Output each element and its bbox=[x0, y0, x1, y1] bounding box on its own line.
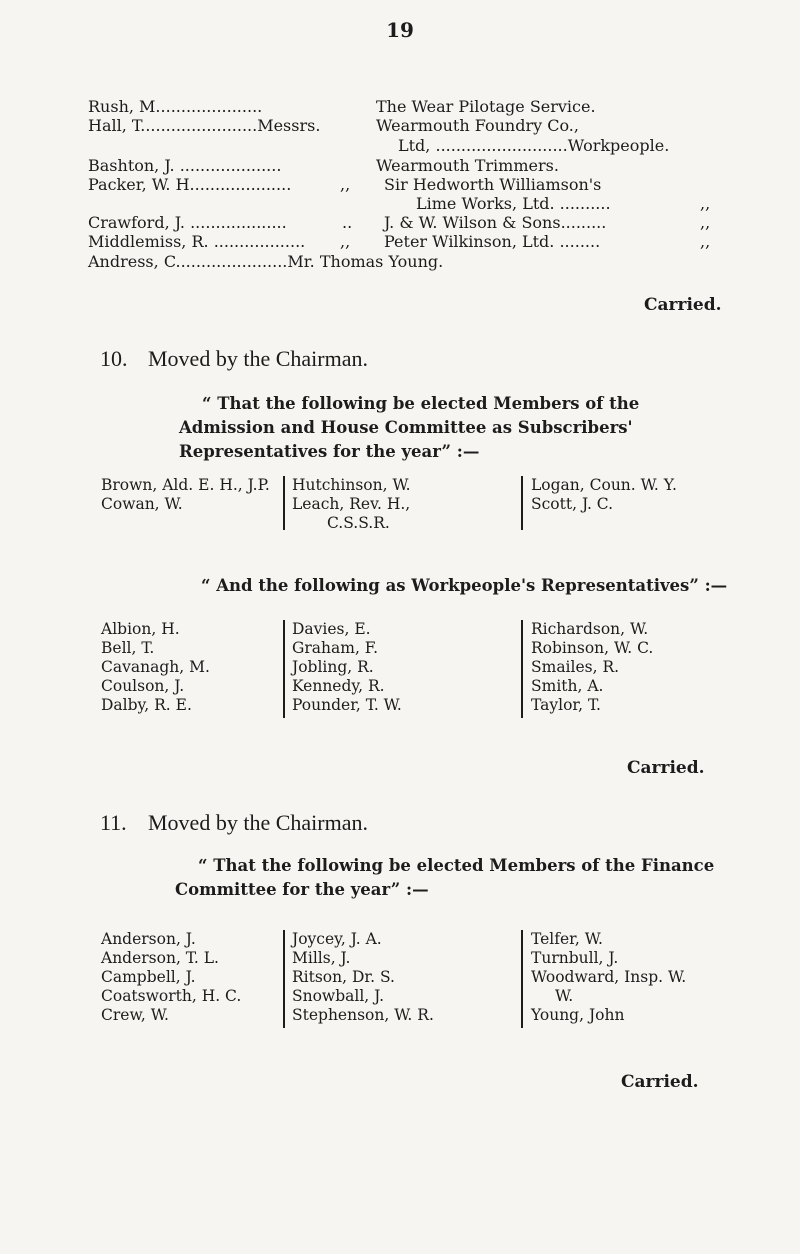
section-heading-11: 11. Moved by the Chairman. bbox=[100, 810, 368, 835]
member-name: Campbell, J. bbox=[101, 968, 196, 986]
column-divider bbox=[283, 930, 285, 1028]
member-name: Snowball, J. bbox=[292, 987, 385, 1005]
member-name: Scott, J. C. bbox=[531, 495, 614, 513]
member-name: Coulson, J. bbox=[101, 677, 185, 695]
motion-text-workpeople: “ And the following as Workpeople's Representatives” :— bbox=[201, 576, 728, 595]
list-entry-name: Middlemiss, R. .................. bbox=[88, 232, 306, 251]
workpeople-col-2 bbox=[292, 620, 402, 715]
member-name: Robinson, W. C. bbox=[531, 639, 654, 657]
member-name: Anderson, J. bbox=[101, 930, 196, 948]
member-name: Coatsworth, H. C. bbox=[101, 987, 242, 1005]
workpeople-col-1 bbox=[101, 620, 210, 715]
member-name: Ritson, Dr. S. bbox=[292, 968, 395, 986]
list-entry-org: The Wear Pilotage Service. bbox=[376, 97, 596, 116]
column-divider bbox=[521, 930, 523, 1028]
finance-col-1 bbox=[101, 930, 241, 1025]
motion-text: “ That the following be elected Members of the Admission and House Committee as Subscribers' Representatives for the year” :— bbox=[179, 394, 640, 461]
list-entry-name: Rush, M..................... bbox=[88, 97, 263, 116]
motion-text: “ That the following be elected Members of the Finance Committee for the year” :— bbox=[175, 856, 715, 899]
ditto-mark: .. bbox=[342, 213, 353, 232]
page-number: 19 bbox=[386, 18, 414, 42]
workpeople-col-3 bbox=[531, 620, 653, 715]
list-entry-org: Sir Hedworth Williamson's bbox=[384, 175, 602, 194]
member-name: Leach, Rev. H., bbox=[292, 495, 411, 513]
column-divider bbox=[521, 620, 523, 718]
ditto-mark: ,, bbox=[340, 175, 351, 194]
member-name: Smailes, R. bbox=[531, 658, 620, 676]
member-name-cont: C.S.S.R. bbox=[327, 514, 390, 532]
member-name: Young, John bbox=[531, 1006, 625, 1024]
member-name: Kennedy, R. bbox=[292, 677, 385, 695]
finance-col-2 bbox=[292, 930, 434, 1025]
member-name: Davies, E. bbox=[292, 620, 371, 638]
member-name: Pounder, T. W. bbox=[292, 696, 402, 714]
ditto-mark: ,, bbox=[700, 194, 711, 213]
list-entry-name: Hall, T.......................Messrs. bbox=[88, 116, 321, 135]
member-name: Bell, T. bbox=[101, 639, 155, 657]
carried-label: Carried. bbox=[621, 1072, 699, 1092]
member-name: Jobling, R. bbox=[292, 658, 374, 676]
member-name-cont: W. bbox=[555, 987, 574, 1005]
column-divider bbox=[283, 476, 285, 530]
list-entry-name: Bashton, J. .................... bbox=[88, 156, 282, 175]
list-entry-org: Wearmouth Trimmers. bbox=[376, 156, 559, 175]
member-name: Stephenson, W. R. bbox=[292, 1006, 434, 1024]
member-name: Smith, A. bbox=[531, 677, 604, 695]
member-name: Crew, W. bbox=[101, 1006, 169, 1024]
member-name: Albion, H. bbox=[101, 620, 180, 638]
member-name: Anderson, T. L. bbox=[101, 949, 219, 967]
member-name: Mills, J. bbox=[292, 949, 351, 967]
member-name: Joycey, J. A. bbox=[292, 930, 382, 948]
finance-col-3 bbox=[531, 930, 686, 1025]
ditto-mark: ,, bbox=[700, 232, 711, 251]
section-heading-10: 10. Moved by the Chairman. bbox=[100, 346, 368, 371]
member-name: Graham, F. bbox=[292, 639, 379, 657]
admission-col-1 bbox=[101, 476, 270, 514]
list-entry-org: Peter Wilkinson, Ltd. ........ bbox=[384, 232, 601, 251]
member-name: Telfer, W. bbox=[531, 930, 603, 948]
list-entry-org-cont: Ltd, ..........................Workpeople. bbox=[398, 136, 670, 155]
column-divider bbox=[283, 620, 285, 718]
member-name: Brown, Ald. E. H., J.P. bbox=[101, 476, 270, 494]
list-entry-org-cont: Lime Works, Ltd. .......... bbox=[416, 194, 611, 213]
member-name: Cavanagh, M. bbox=[101, 658, 210, 676]
carried-label: Carried. bbox=[627, 758, 705, 778]
admission-col-3 bbox=[531, 476, 677, 514]
member-name: Richardson, W. bbox=[531, 620, 649, 638]
member-name: Logan, Coun. W. Y. bbox=[531, 476, 677, 494]
list-entry-org: Wearmouth Foundry Co., bbox=[376, 116, 579, 135]
member-name: Turnbull, J. bbox=[531, 949, 619, 967]
column-divider bbox=[521, 476, 523, 530]
member-name: Hutchinson, W. bbox=[292, 476, 411, 494]
admission-col-2 bbox=[292, 476, 411, 533]
ditto-mark: ,, bbox=[700, 213, 711, 232]
member-name: Woodward, Insp. W. bbox=[531, 968, 687, 986]
member-name: Dalby, R. E. bbox=[101, 696, 192, 714]
ditto-mark: ,, bbox=[340, 232, 351, 251]
list-entry-name: Andress, C......................Mr. Thomas Young. bbox=[88, 252, 444, 271]
list-entry-name: Crawford, J. ................... bbox=[88, 213, 287, 232]
member-name: Cowan, W. bbox=[101, 495, 183, 513]
carried-label: Carried. bbox=[644, 295, 722, 315]
member-name: Taylor, T. bbox=[531, 696, 601, 714]
list-entry-org: J. & W. Wilson & Sons......... bbox=[384, 213, 607, 232]
list-entry-name: Packer, W. H.................... bbox=[88, 175, 292, 194]
